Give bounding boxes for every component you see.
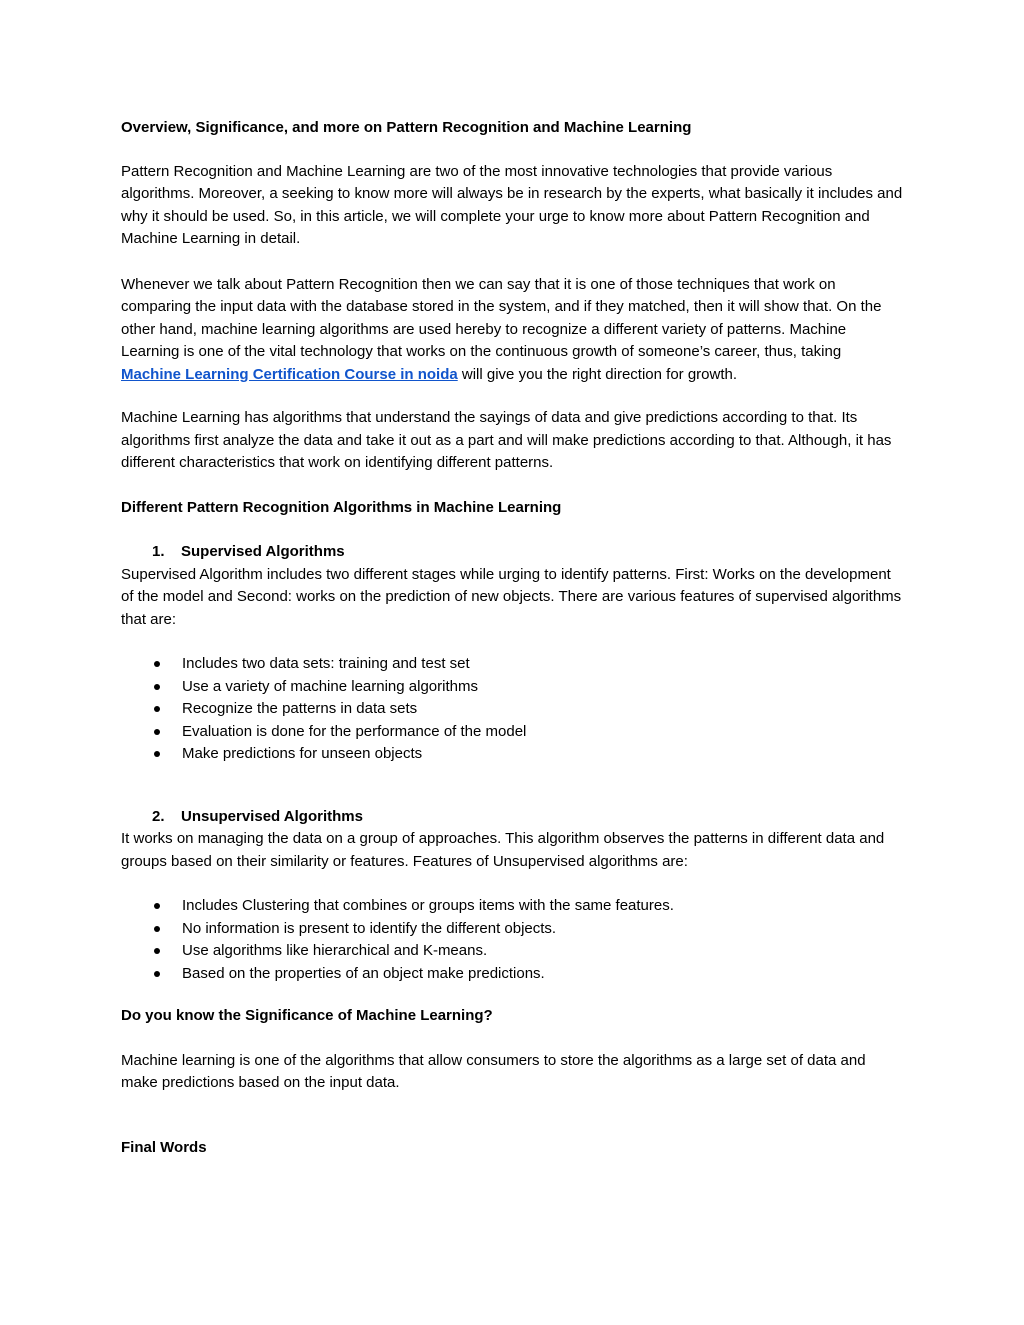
bullet-item <box>121 721 903 744</box>
link-prefix-text: Whenever we talk about Pattern Recognition then we can say that it is one of those techniques that work on comparing the input data with the database stored in the system, and if they matched, then it will show that. On the other hand, machine learning algorithms are used hereby to recognize a different variety of patterns. Machine Learning is one of the vital technology that works on the continuous growth of someone’s career, thus, taking <box>121 275 882 360</box>
unsupervised-features-list <box>121 895 903 985</box>
bullet-icon <box>154 971 160 977</box>
paragraph-supervised-description: Supervised Algorithm includes two different stages while urging to identify patterns. First: Works on the development of the model and Second: works on the prediction of new objects. There are various features of supervised algorithms that are: <box>121 565 902 628</box>
bullet-item <box>121 698 903 721</box>
paragraph-ml-predictions: Machine Learning has algorithms that understand the sayings of data and give predictions according to that. Its algorithms first analyze the data and take it out as a part and will make predictions according to that. Although, it has different characteristics that work on identifying different patterns. <box>121 409 892 471</box>
paragraph-pattern-recognition <box>121 274 903 387</box>
bullet-icon <box>154 684 160 690</box>
bullet-item <box>121 895 903 918</box>
bullet-text: Based on the properties of an object make predictions. <box>182 964 545 982</box>
bullet-text: Evaluation is done for the performance of the model <box>182 722 527 740</box>
link-suffix-text: will give you the right direction for growth. <box>457 365 738 383</box>
bullet-icon <box>154 903 160 909</box>
bullet-icon <box>154 729 160 735</box>
list-number: 2. <box>152 807 165 825</box>
list-title: Unsupervised Algorithms <box>181 807 363 825</box>
paragraph-significance: Machine learning is one of the algorithms that allow consumers to store the algorithms as a large set of data and make predictions based on the input data. <box>121 1051 866 1091</box>
certification-course-link[interactable]: Machine Learning Certification Course in noida <box>121 365 458 383</box>
paragraph-unsupervised-description: It works on managing the data on a group of approaches. This algorithm observes the patterns in different data and groups based on their similarity or features. Features of Unsupervised algorithms are: <box>121 830 885 870</box>
bullet-text: Use algorithms like hierarchical and K-means. <box>182 942 488 959</box>
bullet-icon <box>154 661 160 667</box>
section-heading-final-words: Final Words <box>121 1138 207 1156</box>
bullet-icon <box>154 751 160 757</box>
bullet-text: Recognize the patterns in data sets <box>182 700 418 717</box>
bullet-icon <box>154 948 160 954</box>
section-heading-algorithms: Different Pattern Recognition Algorithms in Machine Learning <box>121 498 562 516</box>
bullet-icon <box>154 706 160 712</box>
bullet-item <box>121 676 903 699</box>
bullet-item <box>121 963 903 986</box>
bullet-text: No information is present to identify the different objects. <box>182 919 557 937</box>
list-number: 1. <box>152 543 165 560</box>
bullet-item <box>121 918 903 941</box>
bullet-text: Use a variety of machine learning algorithms <box>182 677 478 695</box>
bullet-text: Make predictions for unseen objects <box>182 745 423 762</box>
bullet-text: Includes Clustering that combines or groups items with the same features. <box>182 897 674 914</box>
section-heading-significance: Do you know the Significance of Machine Learning? <box>121 1007 493 1024</box>
bullet-text: Includes two data sets: training and test set <box>182 655 470 672</box>
numbered-item-supervised <box>121 541 903 564</box>
numbered-item-unsupervised <box>121 806 903 829</box>
bullet-item <box>121 940 903 963</box>
bullet-item <box>121 653 903 676</box>
bullet-item <box>121 743 903 766</box>
bullet-icon <box>154 926 160 932</box>
supervised-features-list <box>121 653 903 766</box>
paragraph-intro: Pattern Recognition and Machine Learning are two of the most innovative technologies that provide various algorithms. Moreover, a seeking to know more will always be in research by the experts, what basically it includes and why it should be used. So, in this article, we will complete your urge to know more about Pattern Recognition and Machine Learning in detail. <box>121 162 903 247</box>
list-title: Supervised Algorithms <box>181 543 345 560</box>
doc-title: Overview, Significance, and more on Pattern Recognition and Machine Learning <box>121 119 692 136</box>
